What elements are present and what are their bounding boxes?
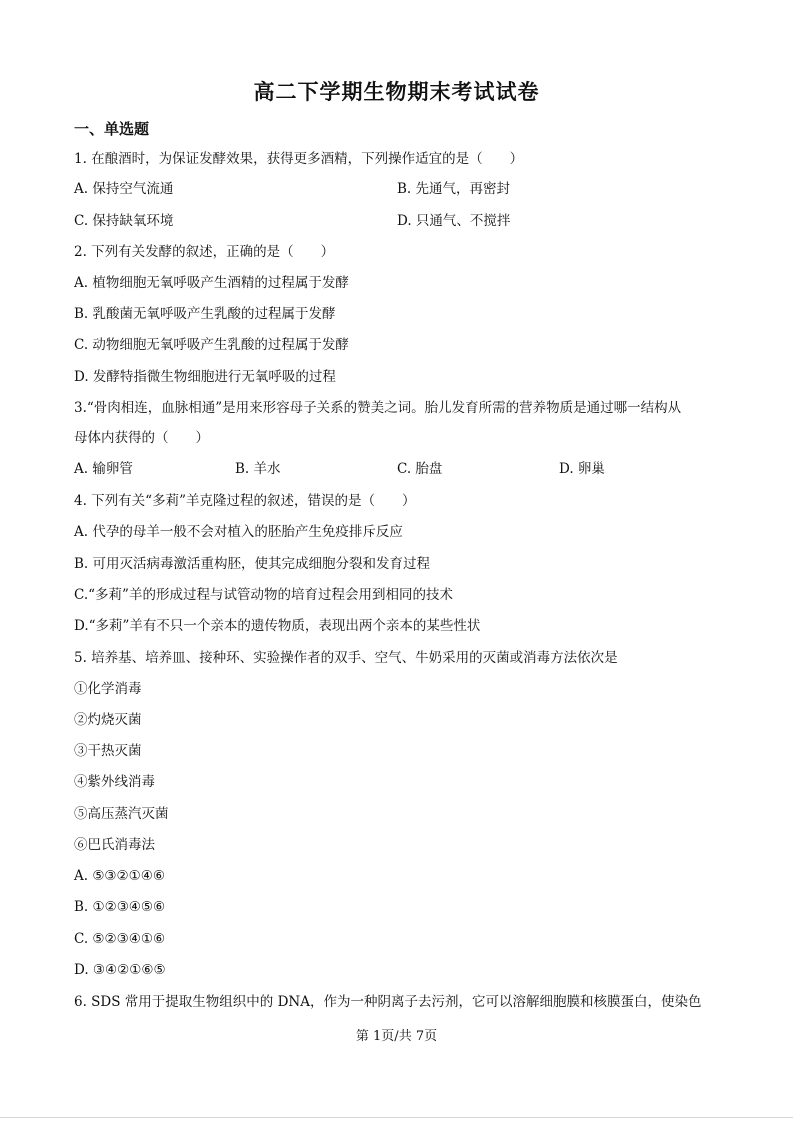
question-2-stem: 2. 下列有关发酵的叙述，正确的是（ ）	[74, 244, 335, 260]
question-5-method-1: ①化学消毒	[74, 681, 142, 697]
question-5-method-3: ③干热灭菌	[74, 743, 142, 759]
question-3-option-c: C. 胎盘	[397, 461, 443, 477]
question-2-option-a: A. 植物细胞无氧呼吸产生酒精的过程属于发酵	[74, 275, 349, 291]
question-5-option-b: B. ①②③④⑤⑥	[74, 899, 166, 915]
question-5-method-2: ②灼烧灭菌	[74, 712, 142, 728]
question-5-option-a: A. ⑤③②①④⑥	[74, 868, 165, 884]
question-5-option-c: C. ⑤②③④①⑥	[74, 931, 166, 947]
question-5-option-d: D. ③④②①⑥⑤	[74, 962, 166, 978]
question-4-option-b: B. 可用灭活病毒激活重构胚，使其完成细胞分裂和发育过程	[74, 556, 431, 572]
question-1-stem: 1. 在酿酒时，为保证发酵效果，获得更多酒精，下列操作适宜的是（ ）	[74, 151, 524, 167]
question-3-option-a: A. 输卵管	[74, 461, 133, 477]
page-number: 第 1页/共 7页	[355, 1029, 438, 1044]
page-divider	[0, 1117, 793, 1118]
question-2-option-c: C. 动物细胞无氧呼吸产生乳酸的过程属于发酵	[74, 337, 349, 353]
question-1-option-a: A. 保持空气流通	[74, 181, 174, 197]
question-5-stem: 5. 培养基、培养皿、接种环、实验操作者的双手、空气、牛奶采用的灭菌或消毒方法依次是	[74, 650, 618, 666]
question-5-method-6: ⑥巴氏消毒法	[74, 837, 155, 853]
question-3-option-b: B. 羊水	[235, 461, 281, 477]
question-3-option-d: D. 卵巢	[559, 461, 605, 477]
question-4-option-d: D.“多莉”羊有不只一个亲本的遗传物质，表现出两个亲本的某些性状	[74, 618, 481, 634]
question-2-option-d: D. 发酵特指微生物细胞进行无氧呼吸的过程	[74, 369, 336, 385]
question-1-option-c: C. 保持缺氧环境	[74, 213, 174, 229]
question-5-method-5: ⑤高压蒸汽灭菌	[74, 806, 169, 822]
question-6-stem: 6. SDS 常用于提取生物组织中的 DNA，作为一种阴离子去污剂，它可以溶解细胞膜和核膜蛋白，使染色	[74, 994, 702, 1010]
question-1-option-d: D. 只通气、不搅拌	[397, 213, 511, 229]
question-4-option-a: A. 代孕的母羊一般不会对植入的胚胎产生免疫排斥反应	[74, 524, 403, 540]
page-title: 高二下学期生物期末考试试卷	[253, 79, 540, 104]
question-2-option-b: B. 乳酸菌无氧呼吸产生乳酸的过程属于发酵	[74, 306, 336, 322]
question-5-method-4: ④紫外线消毒	[74, 774, 155, 790]
section-heading: 一、单选题	[74, 120, 150, 138]
question-3-stem-line-2: 母体内获得的（ ）	[74, 430, 209, 446]
question-4-option-c: C.“多莉”羊的形成过程与试管动物的培育过程会用到相同的技术	[74, 587, 453, 603]
question-3-stem-line-1: 3.“骨肉相连，血脉相通”是用来形容母子关系的赞美之词。胎儿发育所需的营养物质是通过哪一结构从	[74, 400, 682, 416]
question-4-stem: 4. 下列有关“多莉”羊克隆过程的叙述，错误的是（ ）	[74, 493, 416, 509]
question-1-option-b: B. 先通气，再密封	[397, 181, 511, 197]
